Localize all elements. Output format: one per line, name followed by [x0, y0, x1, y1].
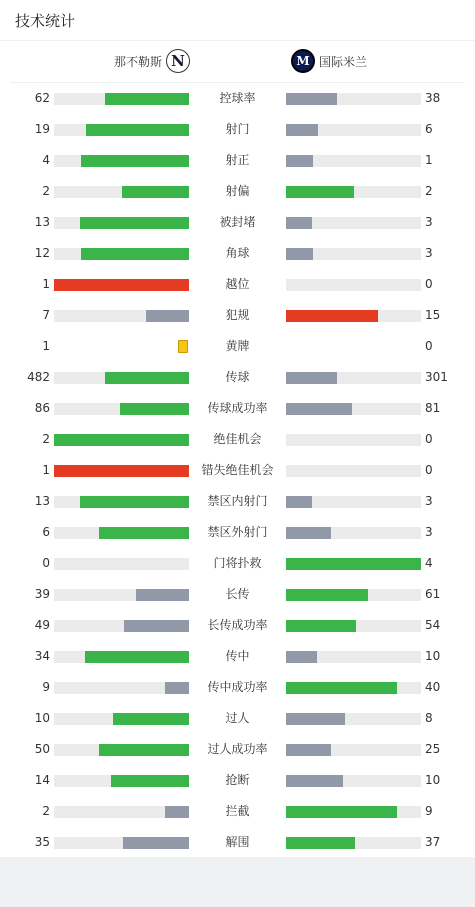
- away-stat-bar: [286, 620, 421, 632]
- away-stat-bar: [286, 713, 421, 725]
- away-stat-value: 0: [425, 339, 433, 353]
- home-stat-bar: [54, 155, 189, 167]
- away-stat-value: 54: [425, 618, 441, 632]
- home-stat-bar: [54, 837, 189, 849]
- home-stat-value: 7: [42, 308, 50, 322]
- home-stat-bar: [54, 465, 189, 477]
- stat-label: 传球成功率: [207, 401, 268, 415]
- away-stat-value: 61: [425, 587, 441, 601]
- away-stat-value: 37: [425, 835, 441, 849]
- stat-label: 长传: [225, 587, 250, 601]
- home-stat-bar-fill: [123, 837, 189, 849]
- home-stat-bar-fill: [54, 279, 189, 291]
- stat-row: [0, 796, 475, 827]
- yellow-card-icon: [178, 340, 188, 353]
- away-stat-bar-fill: [286, 372, 337, 384]
- home-stat-bar: [54, 186, 189, 198]
- away-stat-value: 2: [425, 184, 433, 198]
- home-team-name: 那不勒斯: [113, 54, 162, 69]
- home-stat-value: 2: [42, 184, 50, 198]
- away-stat-bar-fill: [286, 806, 397, 818]
- home-stat-value: 12: [34, 246, 50, 260]
- home-stat-bar-fill: [136, 589, 189, 601]
- stat-row: [0, 548, 475, 579]
- away-stat-bar: [286, 496, 421, 508]
- stat-label: 越位: [225, 277, 250, 291]
- home-stat-value: 13: [34, 494, 50, 508]
- home-stat-bar-fill: [85, 651, 189, 663]
- home-stat-bar-fill: [124, 620, 189, 632]
- away-stat-bar: [286, 124, 421, 136]
- away-stat-bar-fill: [286, 837, 355, 849]
- stat-row: [0, 331, 475, 362]
- home-stat-value: 19: [34, 122, 50, 136]
- stat-label: 控球率: [219, 91, 256, 105]
- home-stat-value: 1: [42, 339, 50, 353]
- away-stat-bar-fill: [286, 403, 352, 415]
- home-stat-bar: [54, 496, 189, 508]
- away-stat-bar: [286, 310, 421, 322]
- stat-row: [0, 734, 475, 765]
- away-stat-bar-fill: [286, 310, 378, 322]
- stat-label: 过人成功率: [207, 742, 268, 756]
- stat-label: 传中成功率: [207, 680, 268, 694]
- stat-row: [0, 114, 475, 145]
- away-stat-bar-fill: [286, 775, 343, 787]
- away-stat-bar: [286, 248, 421, 260]
- home-stat-bar-fill: [80, 496, 189, 508]
- home-stat-value: 2: [42, 804, 50, 818]
- away-stat-value: 3: [425, 246, 433, 260]
- home-stat-bar: [54, 620, 189, 632]
- home-stat-value: 14: [34, 773, 50, 787]
- home-stat-bar-fill: [81, 248, 189, 260]
- away-stat-bar-fill: [286, 558, 421, 570]
- away-stat-bar-fill: [286, 713, 345, 725]
- stat-label: 传中: [225, 649, 250, 663]
- home-team[interactable]: [114, 49, 190, 73]
- away-stat-value: 3: [425, 215, 433, 229]
- away-stat-value: 3: [425, 494, 433, 508]
- home-stat-bar: [54, 434, 189, 446]
- stat-row: [0, 238, 475, 269]
- stat-row: [0, 579, 475, 610]
- stat-row: [0, 672, 475, 703]
- away-stat-bar-fill: [286, 155, 313, 167]
- away-stat-value: 15: [425, 308, 441, 322]
- home-stat-value: 35: [34, 835, 50, 849]
- home-stat-bar-fill: [105, 93, 189, 105]
- away-stat-bar-fill: [286, 124, 318, 136]
- home-stat-bar-fill: [54, 465, 189, 477]
- away-stat-bar: [286, 279, 421, 291]
- home-stat-bar: [54, 682, 189, 694]
- stat-label: 被封堵: [219, 215, 256, 229]
- away-stat-bar: [286, 372, 421, 384]
- away-stat-bar: [286, 434, 421, 446]
- home-stat-bar: [54, 248, 189, 260]
- away-stat-value: 81: [425, 401, 441, 415]
- stat-label: 门将扑救: [213, 556, 262, 570]
- stat-row: [0, 424, 475, 455]
- home-stat-bar-fill: [146, 310, 189, 322]
- home-stat-value: 62: [34, 91, 50, 105]
- away-stat-value: 9: [425, 804, 433, 818]
- home-stat-value: 39: [34, 587, 50, 601]
- stat-row: [0, 269, 475, 300]
- inter-logo-icon: M: [291, 49, 315, 73]
- stat-label: 射正: [225, 153, 250, 167]
- home-stat-value: 0: [42, 556, 50, 570]
- away-stat-bar: [286, 651, 421, 663]
- stat-label: 犯规: [225, 308, 250, 322]
- away-stat-value: 25: [425, 742, 441, 756]
- stat-row: [0, 83, 475, 114]
- away-stat-value: 38: [425, 91, 441, 105]
- away-stat-value: 6: [425, 122, 433, 136]
- away-stat-bar: [286, 465, 421, 477]
- home-stat-bar: [54, 403, 189, 415]
- stat-row: [0, 610, 475, 641]
- stat-row: [0, 455, 475, 486]
- home-stat-bar: [54, 589, 189, 601]
- stats-list: [0, 83, 475, 858]
- away-stat-bar: [286, 217, 421, 229]
- home-stat-bar-fill: [165, 682, 189, 694]
- away-stat-bar-fill: [286, 527, 331, 539]
- home-stat-bar: [54, 558, 189, 570]
- stat-label: 射偏: [225, 184, 250, 198]
- away-stat-bar-fill: [286, 682, 397, 694]
- home-stat-bar: [54, 651, 189, 663]
- away-stat-value: 10: [425, 649, 441, 663]
- stat-label: 射门: [225, 122, 250, 136]
- stat-row: [0, 145, 475, 176]
- away-stat-bar: [286, 403, 421, 415]
- home-stat-bar: [54, 775, 189, 787]
- home-stat-bar-fill: [99, 527, 189, 539]
- away-stat-value: 3: [425, 525, 433, 539]
- away-stat-bar: [286, 155, 421, 167]
- away-stat-bar-fill: [286, 620, 356, 632]
- away-stat-bar-fill: [286, 651, 317, 663]
- stat-label: 禁区外射门: [207, 525, 268, 539]
- stat-label: 抢断: [225, 773, 250, 787]
- stat-row: [0, 362, 475, 393]
- away-stat-bar: [286, 589, 421, 601]
- away-stat-bar: [286, 93, 421, 105]
- home-stat-value: 50: [34, 742, 50, 756]
- stat-row: [0, 207, 475, 238]
- home-stat-value: 34: [34, 649, 50, 663]
- home-stat-bar: [54, 713, 189, 725]
- home-stat-bar: [54, 93, 189, 105]
- home-stat-bar: [54, 527, 189, 539]
- stat-label: 错失绝佳机会: [201, 463, 274, 477]
- home-stat-bar-fill: [86, 124, 189, 136]
- stat-label: 传球: [225, 370, 250, 384]
- stat-row: [0, 765, 475, 796]
- home-stat-bar-fill: [120, 403, 189, 415]
- away-stat-bar-fill: [286, 248, 313, 260]
- home-stat-value: 9: [42, 680, 50, 694]
- home-stat-bar: [54, 124, 189, 136]
- stat-label: 解围: [225, 835, 250, 849]
- home-stat-bar: [54, 279, 189, 291]
- stats-header: [0, 0, 475, 41]
- stat-row: [0, 827, 475, 858]
- home-stat-value: 2: [42, 432, 50, 446]
- home-stat-bar: [54, 310, 189, 322]
- home-stat-bar-fill: [105, 372, 189, 384]
- stat-label: 长传成功率: [207, 618, 268, 632]
- away-stat-bar-fill: [286, 496, 312, 508]
- home-stat-value: 6: [42, 525, 50, 539]
- home-stat-value: 13: [34, 215, 50, 229]
- home-stat-bar-fill: [54, 434, 189, 446]
- away-stat-value: 8: [425, 711, 433, 725]
- home-stat-bar: [54, 806, 189, 818]
- away-stat-bar: [286, 744, 421, 756]
- away-stat-bar: [286, 837, 421, 849]
- away-stat-value: 10: [425, 773, 441, 787]
- page-title: 技术统计: [15, 11, 76, 30]
- away-stat-bar: [286, 527, 421, 539]
- home-stat-value: 4: [42, 153, 50, 167]
- stat-label: 禁区内射门: [207, 494, 268, 508]
- away-stat-value: 40: [425, 680, 441, 694]
- teams-row: [10, 41, 465, 83]
- home-stat-bar-fill: [165, 806, 189, 818]
- stat-row: [0, 703, 475, 734]
- stat-label: 黄牌: [225, 339, 250, 353]
- away-stat-bar-fill: [286, 744, 331, 756]
- home-stat-value: 86: [34, 401, 50, 415]
- away-stat-bar: [286, 806, 421, 818]
- home-stat-value: 1: [42, 463, 50, 477]
- away-stat-value: 301: [425, 370, 448, 384]
- away-stat-bar-fill: [286, 93, 337, 105]
- away-stat-bar: [286, 682, 421, 694]
- home-stat-bar-fill: [122, 186, 190, 198]
- away-stat-value: 4: [425, 556, 433, 570]
- away-stat-value: 1: [425, 153, 433, 167]
- home-stat-value: 482: [27, 370, 50, 384]
- home-stat-bar: [54, 217, 189, 229]
- home-stat-value: 49: [34, 618, 50, 632]
- stat-label: 角球: [225, 246, 250, 260]
- away-stat-bar: [286, 775, 421, 787]
- away-stat-bar-fill: [286, 589, 368, 601]
- stat-row: [0, 486, 475, 517]
- stat-row: [0, 393, 475, 424]
- napoli-logo-icon: N: [166, 49, 190, 73]
- away-team-name: 国际米兰: [319, 54, 368, 69]
- stat-row: [0, 176, 475, 207]
- away-stat-value: 0: [425, 277, 433, 291]
- stat-label: 拦截: [225, 804, 250, 818]
- stat-row: [0, 300, 475, 331]
- home-stat-bar: [54, 372, 189, 384]
- away-stat-bar-fill: [286, 186, 354, 198]
- home-stat-bar: [54, 744, 189, 756]
- away-stat-bar: [286, 186, 421, 198]
- home-stat-bar-fill: [81, 155, 189, 167]
- away-stat-value: 0: [425, 463, 433, 477]
- away-stat-bar: [286, 558, 421, 570]
- away-stat-value: 0: [425, 432, 433, 446]
- stat-row: [0, 641, 475, 672]
- stat-row: [0, 517, 475, 548]
- stat-label: 绝佳机会: [213, 432, 262, 446]
- away-team[interactable]: [291, 49, 367, 73]
- home-stat-bar-fill: [99, 744, 189, 756]
- home-stat-bar-fill: [80, 217, 189, 229]
- home-stat-bar-fill: [111, 775, 189, 787]
- home-stat-bar-fill: [113, 713, 189, 725]
- away-stat-bar-fill: [286, 217, 312, 229]
- home-stat-value: 10: [34, 711, 50, 725]
- stat-label: 过人: [225, 711, 250, 725]
- home-stat-value: 1: [42, 277, 50, 291]
